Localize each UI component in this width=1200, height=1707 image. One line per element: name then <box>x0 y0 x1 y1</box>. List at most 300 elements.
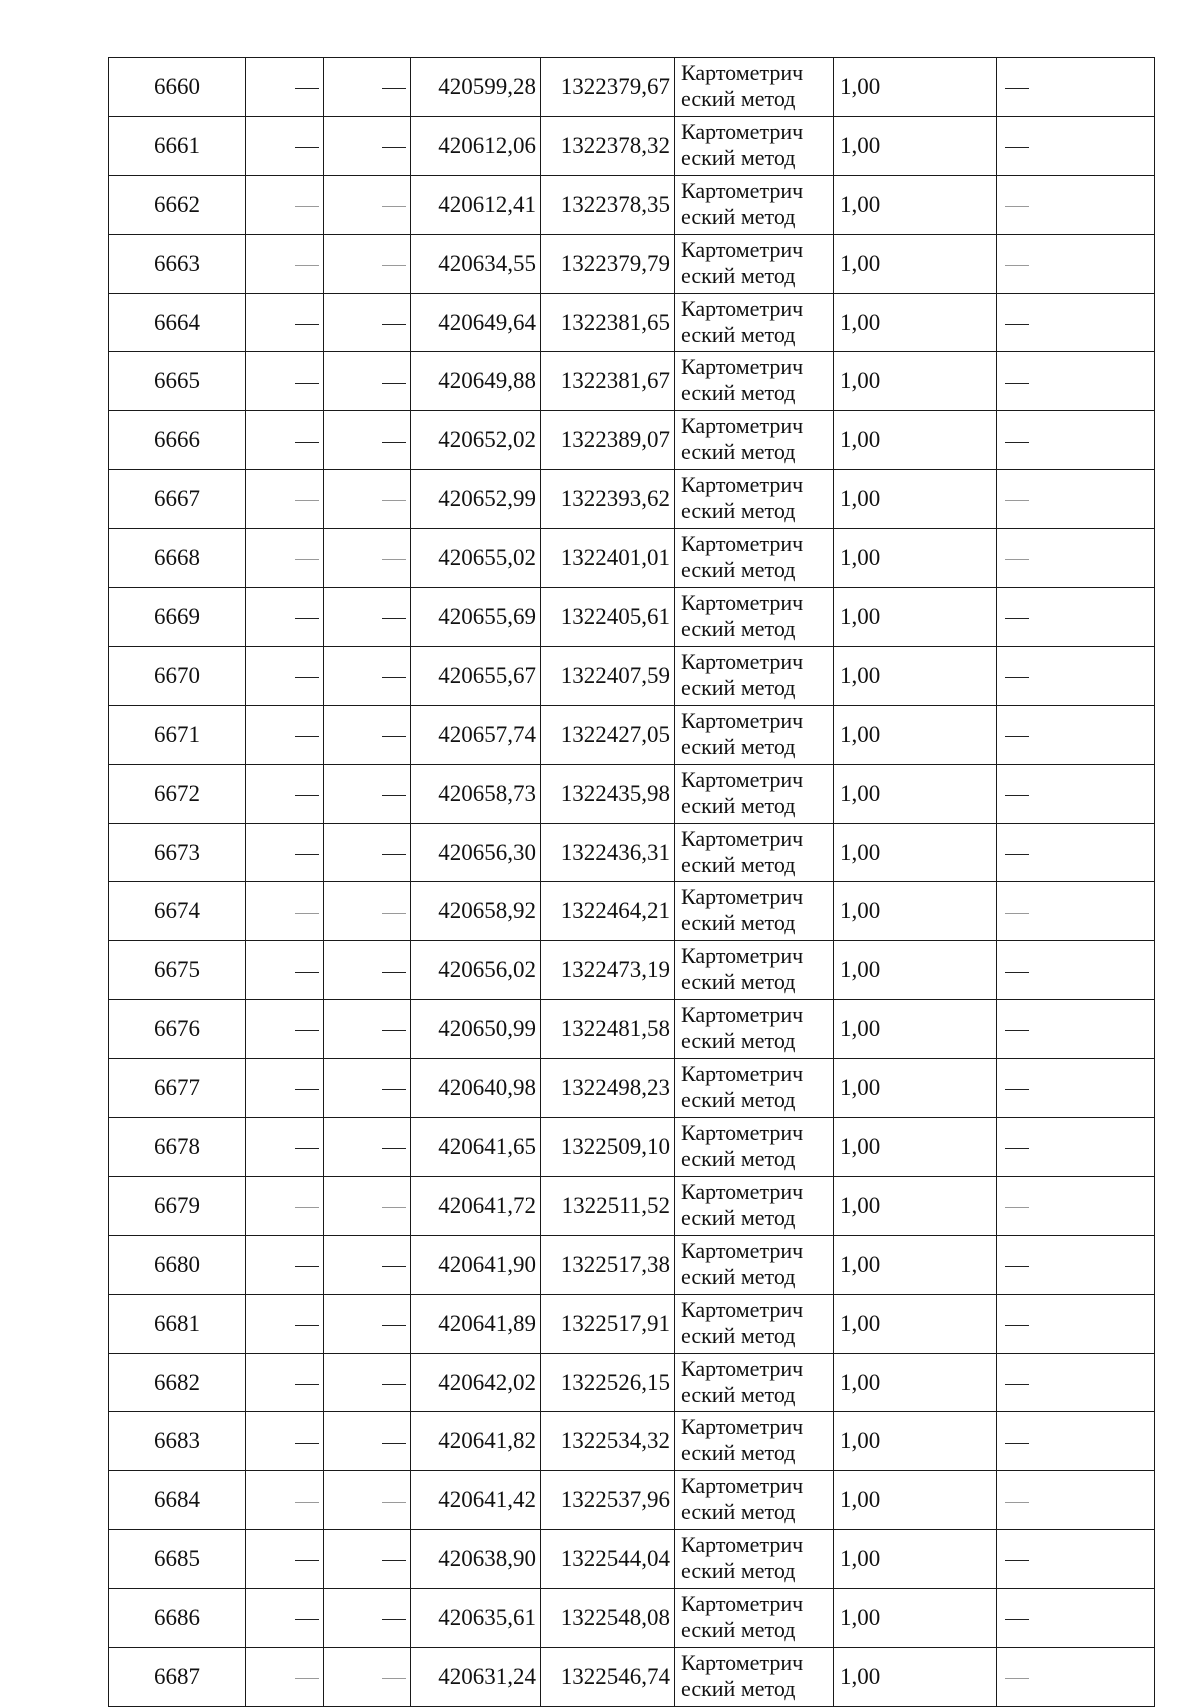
coord-x: 420650,99 <box>411 1000 541 1059</box>
table-row <box>109 823 1155 882</box>
table-row <box>109 1471 1155 1530</box>
dash-cell-a <box>246 882 324 941</box>
dash-mark <box>1005 736 1029 737</box>
accuracy: 1,00 <box>834 1059 997 1118</box>
dash-mark <box>295 265 319 266</box>
dash-mark <box>382 1089 406 1090</box>
method-line-1: Картометрич <box>681 1473 804 1499</box>
dash-cell-b <box>324 1530 411 1589</box>
accuracy: 1,00 <box>834 116 997 175</box>
table-row <box>109 588 1155 647</box>
dash-cell-c <box>997 1353 1155 1412</box>
dash-cell-c <box>997 764 1155 823</box>
coord-x: 420652,02 <box>411 411 541 470</box>
dash-cell-c <box>997 58 1155 117</box>
dash-cell-c <box>997 1059 1155 1118</box>
accuracy: 1,00 <box>834 1235 997 1294</box>
coord-x: 420599,28 <box>411 58 541 117</box>
accuracy: 1,00 <box>834 529 997 588</box>
dash-cell-c <box>997 646 1155 705</box>
method-line-1: Картометрич <box>681 413 804 439</box>
method-cell <box>675 352 834 411</box>
dash-mark <box>382 1325 406 1326</box>
dash-mark <box>382 383 406 384</box>
accuracy: 1,00 <box>834 764 997 823</box>
coord-y: 1322381,67 <box>541 352 675 411</box>
table-row <box>109 1059 1155 1118</box>
coord-y: 1322405,61 <box>541 588 675 647</box>
dash-mark <box>295 1325 319 1326</box>
method-cell <box>675 470 834 529</box>
accuracy: 1,00 <box>834 705 997 764</box>
dash-cell-b <box>324 1294 411 1353</box>
method-line-2: еский метод <box>681 1146 796 1172</box>
dash-mark <box>382 147 406 148</box>
coord-x: 420655,67 <box>411 646 541 705</box>
method-line-2: еский метод <box>681 380 796 406</box>
coord-x: 420641,90 <box>411 1235 541 1294</box>
dash-cell-c <box>997 588 1155 647</box>
point-number: 6687 <box>109 1648 246 1707</box>
accuracy: 1,00 <box>834 1353 997 1412</box>
dash-cell-c <box>997 1294 1155 1353</box>
coord-y: 1322378,32 <box>541 116 675 175</box>
method-cell <box>675 1530 834 1589</box>
method-cell <box>675 1235 834 1294</box>
coord-x: 420656,02 <box>411 941 541 1000</box>
method-cell <box>675 1648 834 1707</box>
method-line-2: еский метод <box>681 144 796 170</box>
dash-mark <box>382 500 406 501</box>
method-line-2: еский метод <box>681 1322 796 1348</box>
dash-cell-c <box>997 1648 1155 1707</box>
table-row <box>109 1294 1155 1353</box>
method-line-1: Картометрич <box>681 1414 804 1440</box>
point-number: 6685 <box>109 1530 246 1589</box>
method-cell <box>675 1353 834 1412</box>
method-line-1: Картометрич <box>681 648 804 674</box>
method-line-2: еский метод <box>681 439 796 465</box>
method-line-2: еский метод <box>681 910 796 936</box>
method-cell <box>675 882 834 941</box>
coord-y: 1322407,59 <box>541 646 675 705</box>
coord-x: 420656,30 <box>411 823 541 882</box>
method-line-1: Картометрич <box>681 1061 804 1087</box>
point-number: 6684 <box>109 1471 246 1530</box>
method-cell <box>675 116 834 175</box>
dash-cell-b <box>324 411 411 470</box>
point-number: 6661 <box>109 116 246 175</box>
dash-mark <box>295 324 319 325</box>
coord-y: 1322379,79 <box>541 234 675 293</box>
dash-mark <box>295 1443 319 1444</box>
method-line-2: еский метод <box>681 1617 796 1643</box>
dash-mark <box>295 147 319 148</box>
coord-x: 420612,41 <box>411 175 541 234</box>
table-row <box>109 293 1155 352</box>
dash-mark <box>1005 147 1029 148</box>
dash-mark <box>382 1207 406 1208</box>
dash-cell-b <box>324 588 411 647</box>
table-row <box>109 1000 1155 1059</box>
coord-x: 420635,61 <box>411 1589 541 1648</box>
dash-mark <box>295 677 319 678</box>
accuracy: 1,00 <box>834 1176 997 1235</box>
dash-mark <box>382 324 406 325</box>
dash-cell-c <box>997 941 1155 1000</box>
coord-y: 1322464,21 <box>541 882 675 941</box>
method-line-1: Картометрич <box>681 236 804 262</box>
method-line-2: еский метод <box>681 1676 796 1702</box>
point-number: 6663 <box>109 234 246 293</box>
accuracy: 1,00 <box>834 1648 997 1707</box>
dash-cell-a <box>246 1235 324 1294</box>
dash-cell-b <box>324 529 411 588</box>
dash-cell-b <box>324 1412 411 1471</box>
dash-mark <box>1005 1266 1029 1267</box>
point-number: 6665 <box>109 352 246 411</box>
dash-mark <box>1005 1207 1029 1208</box>
coord-x: 420641,72 <box>411 1176 541 1235</box>
coord-y: 1322473,19 <box>541 941 675 1000</box>
accuracy: 1,00 <box>834 411 997 470</box>
method-line-1: Картометрич <box>681 354 804 380</box>
method-line-2: еский метод <box>681 851 796 877</box>
dash-cell-b <box>324 293 411 352</box>
dash-cell-c <box>997 411 1155 470</box>
coord-y: 1322389,07 <box>541 411 675 470</box>
dash-mark <box>295 500 319 501</box>
coord-y: 1322436,31 <box>541 823 675 882</box>
dash-cell-a <box>246 941 324 1000</box>
dash-mark <box>382 442 406 443</box>
dash-mark <box>382 972 406 973</box>
method-cell <box>675 529 834 588</box>
method-line-2: еский метод <box>681 1263 796 1289</box>
dash-cell-a <box>246 116 324 175</box>
dash-cell-c <box>997 1000 1155 1059</box>
table-row <box>109 411 1155 470</box>
dash-mark <box>1005 913 1029 914</box>
dash-cell-b <box>324 1176 411 1235</box>
dash-cell-b <box>324 58 411 117</box>
method-cell <box>675 1294 834 1353</box>
table-row <box>109 116 1155 175</box>
coord-x: 420641,42 <box>411 1471 541 1530</box>
dash-mark <box>382 1560 406 1561</box>
method-line-1: Картометрич <box>681 1237 804 1263</box>
point-number: 6675 <box>109 941 246 1000</box>
coordinates-table <box>108 57 1155 1707</box>
accuracy: 1,00 <box>834 175 997 234</box>
coord-x: 420641,82 <box>411 1412 541 1471</box>
coord-y: 1322546,74 <box>541 1648 675 1707</box>
accuracy: 1,00 <box>834 1412 997 1471</box>
dash-cell-c <box>997 352 1155 411</box>
method-line-2: еский метод <box>681 86 796 111</box>
dash-cell-a <box>246 175 324 234</box>
method-cell <box>675 411 834 470</box>
method-line-1: Картометрич <box>681 1002 804 1028</box>
coord-x: 420655,02 <box>411 529 541 588</box>
dash-mark <box>382 559 406 560</box>
method-line-1: Картометрич <box>681 943 804 969</box>
dash-cell-a <box>246 1589 324 1648</box>
accuracy: 1,00 <box>834 470 997 529</box>
dash-mark <box>1005 383 1029 384</box>
coord-x: 420638,90 <box>411 1530 541 1589</box>
coord-x: 420642,02 <box>411 1353 541 1412</box>
point-number: 6670 <box>109 646 246 705</box>
method-cell <box>675 1059 834 1118</box>
dash-cell-a <box>246 823 324 882</box>
dash-cell-b <box>324 175 411 234</box>
method-line-2: еский метод <box>681 557 796 583</box>
dash-cell-a <box>246 1000 324 1059</box>
dash-cell-b <box>324 470 411 529</box>
method-line-1: Картометрич <box>681 472 804 498</box>
dash-cell-c <box>997 823 1155 882</box>
dash-cell-a <box>246 293 324 352</box>
dash-cell-a <box>246 1471 324 1530</box>
method-line-1: Картометрич <box>681 884 804 910</box>
coord-x: 420649,64 <box>411 293 541 352</box>
coord-y: 1322517,91 <box>541 1294 675 1353</box>
dash-mark <box>1005 618 1029 619</box>
accuracy: 1,00 <box>834 1589 997 1648</box>
point-number: 6677 <box>109 1059 246 1118</box>
method-cell <box>675 646 834 705</box>
dash-mark <box>382 913 406 914</box>
dash-cell-a <box>246 1353 324 1412</box>
table-row <box>109 1589 1155 1648</box>
dash-cell-c <box>997 882 1155 941</box>
dash-cell-b <box>324 764 411 823</box>
dash-mark <box>1005 1619 1029 1620</box>
dash-mark <box>382 1384 406 1385</box>
dash-mark <box>295 1502 319 1503</box>
dash-mark <box>295 1148 319 1149</box>
coord-y: 1322498,23 <box>541 1059 675 1118</box>
coord-x: 420641,65 <box>411 1118 541 1177</box>
method-line-2: еский метод <box>681 674 796 700</box>
dash-cell-b <box>324 1118 411 1177</box>
coord-y: 1322427,05 <box>541 705 675 764</box>
dash-cell-a <box>246 1059 324 1118</box>
dash-mark <box>295 442 319 443</box>
dash-mark <box>382 618 406 619</box>
dash-mark <box>1005 324 1029 325</box>
point-number: 6667 <box>109 470 246 529</box>
dash-cell-a <box>246 58 324 117</box>
table-row <box>109 1176 1155 1235</box>
table-row <box>109 882 1155 941</box>
table-row <box>109 58 1155 117</box>
table-row <box>109 941 1155 1000</box>
method-cell <box>675 1589 834 1648</box>
dash-mark <box>1005 677 1029 678</box>
dash-mark <box>295 1619 319 1620</box>
dash-cell-a <box>246 529 324 588</box>
dash-cell-a <box>246 588 324 647</box>
dash-cell-a <box>246 1530 324 1589</box>
accuracy: 1,00 <box>834 1000 997 1059</box>
dash-cell-c <box>997 293 1155 352</box>
method-line-1: Картометрич <box>681 1120 804 1146</box>
coord-y: 1322517,38 <box>541 1235 675 1294</box>
coord-y: 1322378,35 <box>541 175 675 234</box>
method-line-1: Картометрич <box>681 295 804 321</box>
dash-cell-a <box>246 764 324 823</box>
method-line-1: Картометрич <box>681 118 804 144</box>
dash-cell-a <box>246 705 324 764</box>
dash-cell-b <box>324 116 411 175</box>
method-line-2: еский метод <box>681 1087 796 1113</box>
point-number: 6660 <box>109 58 246 117</box>
dash-cell-c <box>997 234 1155 293</box>
method-line-2: еский метод <box>681 1204 796 1230</box>
dash-cell-a <box>246 646 324 705</box>
dash-cell-c <box>997 1118 1155 1177</box>
coord-x: 420658,73 <box>411 764 541 823</box>
dash-mark <box>295 1089 319 1090</box>
dash-mark <box>382 265 406 266</box>
dash-mark <box>1005 442 1029 443</box>
table-row <box>109 234 1155 293</box>
point-number: 6676 <box>109 1000 246 1059</box>
method-cell <box>675 941 834 1000</box>
dash-mark <box>382 1678 406 1679</box>
dash-cell-a <box>246 234 324 293</box>
accuracy: 1,00 <box>834 1118 997 1177</box>
dash-cell-b <box>324 1471 411 1530</box>
dash-cell-b <box>324 1000 411 1059</box>
accuracy: 1,00 <box>834 352 997 411</box>
dash-cell-b <box>324 1589 411 1648</box>
accuracy: 1,00 <box>834 882 997 941</box>
dash-mark <box>382 854 406 855</box>
method-line-1: Картометрич <box>681 766 804 792</box>
coord-x: 420652,99 <box>411 470 541 529</box>
method-cell <box>675 293 834 352</box>
accuracy: 1,00 <box>834 941 997 1000</box>
method-line-2: еский метод <box>681 203 796 229</box>
coord-y: 1322481,58 <box>541 1000 675 1059</box>
method-line-2: еский метод <box>681 616 796 642</box>
table-row <box>109 1530 1155 1589</box>
accuracy: 1,00 <box>834 823 997 882</box>
coord-x: 420640,98 <box>411 1059 541 1118</box>
table-row <box>109 1118 1155 1177</box>
dash-cell-c <box>997 116 1155 175</box>
method-line-1: Картометрич <box>681 825 804 851</box>
point-number: 6674 <box>109 882 246 941</box>
dash-mark <box>1005 854 1029 855</box>
dash-mark <box>1005 500 1029 501</box>
method-line-2: еский метод <box>681 262 796 288</box>
method-line-1: Картометрич <box>681 177 804 203</box>
dash-cell-b <box>324 882 411 941</box>
table-row <box>109 1412 1155 1471</box>
dash-cell-b <box>324 823 411 882</box>
dash-mark <box>382 736 406 737</box>
dash-mark <box>295 206 319 207</box>
point-number: 6669 <box>109 588 246 647</box>
coord-y: 1322544,04 <box>541 1530 675 1589</box>
coord-x: 420657,74 <box>411 705 541 764</box>
coord-y: 1322401,01 <box>541 529 675 588</box>
dash-cell-b <box>324 646 411 705</box>
dash-cell-c <box>997 1589 1155 1648</box>
point-number: 6668 <box>109 529 246 588</box>
dash-mark <box>382 1502 406 1503</box>
method-line-1: Картометрич <box>681 1296 804 1322</box>
method-line-1: Картометрич <box>681 1650 804 1676</box>
dash-cell-a <box>246 1648 324 1707</box>
method-line-1: Картометрич <box>681 707 804 733</box>
dash-cell-a <box>246 1412 324 1471</box>
dash-mark <box>1005 265 1029 266</box>
dash-mark <box>1005 1148 1029 1149</box>
dash-mark <box>295 913 319 914</box>
coord-y: 1322511,52 <box>541 1176 675 1235</box>
coord-y: 1322393,62 <box>541 470 675 529</box>
dash-cell-a <box>246 1294 324 1353</box>
coord-y: 1322548,08 <box>541 1589 675 1648</box>
point-number: 6664 <box>109 293 246 352</box>
method-cell <box>675 705 834 764</box>
dash-cell-a <box>246 1118 324 1177</box>
dash-mark <box>1005 1678 1029 1679</box>
accuracy: 1,00 <box>834 1530 997 1589</box>
dash-cell-b <box>324 1648 411 1707</box>
dash-cell-a <box>246 411 324 470</box>
dash-cell-a <box>246 352 324 411</box>
accuracy: 1,00 <box>834 1294 997 1353</box>
dash-mark <box>1005 1502 1029 1503</box>
dash-mark <box>1005 1030 1029 1031</box>
coord-x: 420658,92 <box>411 882 541 941</box>
coord-x: 420649,88 <box>411 352 541 411</box>
coord-y: 1322509,10 <box>541 1118 675 1177</box>
dash-mark <box>1005 559 1029 560</box>
table-row <box>109 175 1155 234</box>
dash-mark <box>295 1207 319 1208</box>
dash-mark <box>1005 1089 1029 1090</box>
table-row <box>109 1353 1155 1412</box>
point-number: 6679 <box>109 1176 246 1235</box>
point-number: 6666 <box>109 411 246 470</box>
point-number: 6682 <box>109 1353 246 1412</box>
table-row <box>109 764 1155 823</box>
coord-y: 1322435,98 <box>541 764 675 823</box>
coord-x: 420655,69 <box>411 588 541 647</box>
method-line-2: еский метод <box>681 733 796 759</box>
method-line-1: Картометрич <box>681 1178 804 1204</box>
method-line-2: еский метод <box>681 1028 796 1054</box>
dash-mark <box>1005 1443 1029 1444</box>
dash-mark <box>295 972 319 973</box>
dash-mark <box>382 677 406 678</box>
dash-mark <box>382 1619 406 1620</box>
dash-mark <box>295 854 319 855</box>
dash-mark <box>382 206 406 207</box>
dash-mark <box>295 1384 319 1385</box>
dash-mark <box>382 1443 406 1444</box>
dash-cell-c <box>997 1176 1155 1235</box>
dash-cell-c <box>997 1235 1155 1294</box>
method-line-2: еский метод <box>681 1381 796 1407</box>
